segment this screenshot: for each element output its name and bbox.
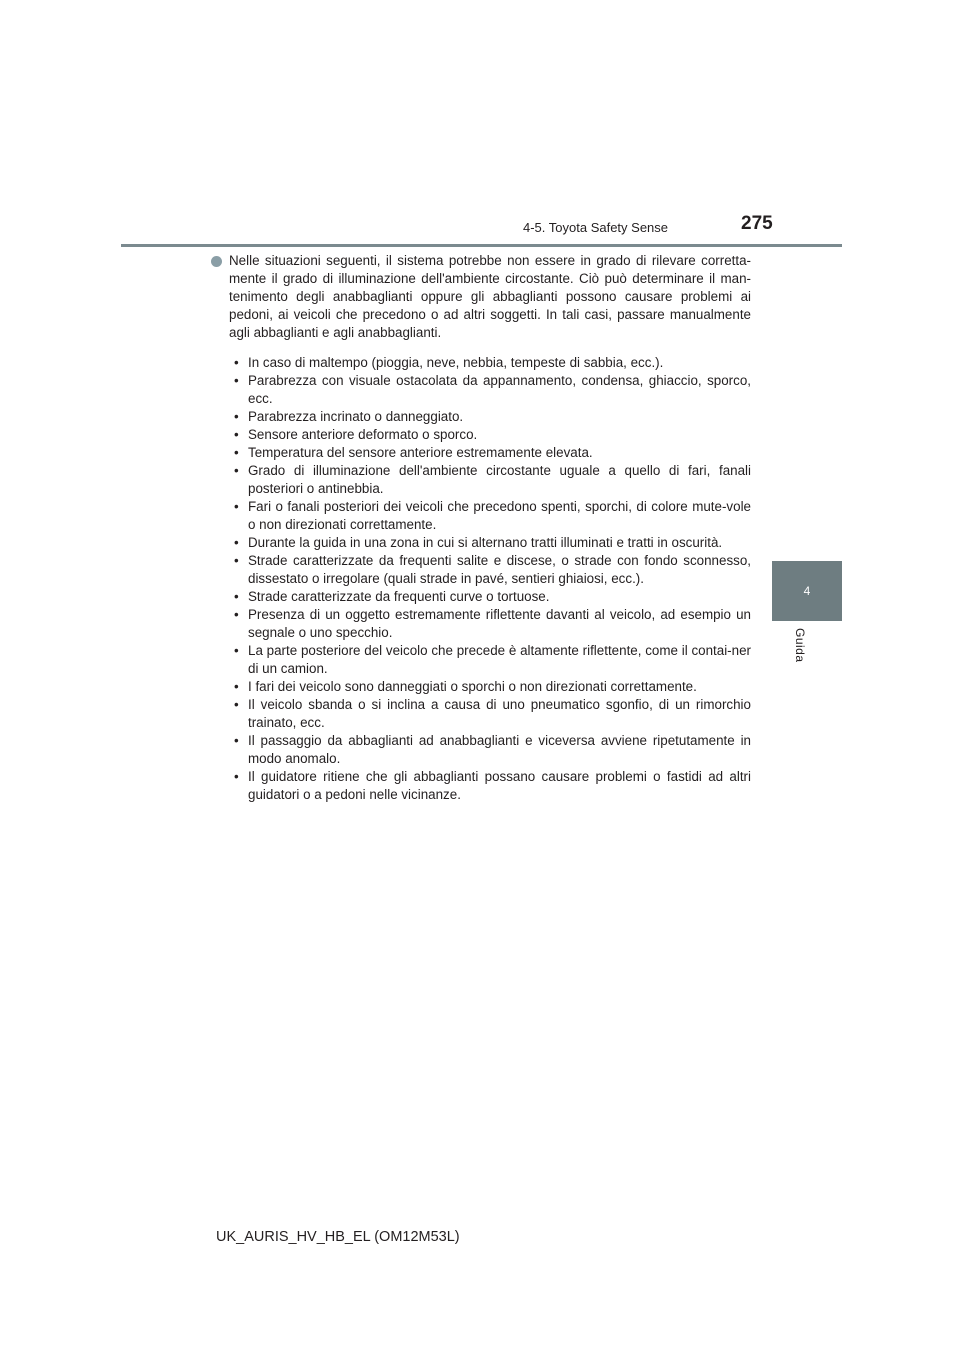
page-content [229, 252, 751, 804]
intro-paragraph [229, 252, 751, 342]
list-item: • Strade caratterizzate da frequenti curve o tortuose. [248, 588, 751, 606]
page-number: 275 [741, 213, 773, 234]
running-header-section: 4-5. Toyota Safety Sense [523, 220, 669, 235]
chapter-label: Guida [793, 628, 807, 663]
footer-document-code: UK_AURIS_HV_HB_EL (OM12M53L) [216, 1229, 460, 1245]
list-item: • I fari dei veicolo sono danneggiati o sporchi o non direzionati correttamente. [248, 678, 751, 696]
header-rule [121, 244, 842, 247]
conditions-list [229, 354, 751, 804]
list-item: • Presenza di un oggetto estremamente riflettente davanti al veicolo, ad esempio un segnale o uno specchio. [248, 606, 751, 642]
list-item: • Parabrezza incrinato o danneggiato. [248, 408, 751, 426]
list-item: • Grado di illuminazione dell'ambiente circostante uguale a quello di fari, fanali posteriori o antinebbia. [248, 462, 751, 498]
list-item: • Temperatura del sensore anteriore estremamente elevata. [248, 444, 751, 462]
list-item: • Durante la guida in una zona in cui si alternano tratti illuminati e tratti in oscurità. [248, 534, 751, 552]
list-item: • Strade caratterizzate da frequenti salite e discese, o strade con fondo sconnesso, dissestato o irregolare (quali strade in pavé, sentieri ghiaiosi, ecc.). [248, 552, 751, 588]
list-item: • Il veicolo sbanda o si inclina a causa di uno pneumatico sgonfio, di un rimorchio trainato, ecc. [248, 696, 751, 732]
circle-bullet-icon [211, 256, 222, 267]
list-item: • Il passaggio da abbaglianti ad anabbaglianti e viceversa avviene ripetutamente in modo anomalo. [248, 732, 751, 768]
list-item: • La parte posteriore del veicolo che precede è altamente riflettente, come il contai-ner di un camion. [248, 642, 751, 678]
list-item: • Il guidatore ritiene che gli abbaglianti possano causare problemi o fastidi ad altri guidatori o a pedoni nelle vicinanze. [248, 768, 751, 804]
chapter-number: 4 [803, 584, 811, 598]
chapter-tab [772, 561, 842, 621]
list-item: • Parabrezza con visuale ostacolata da appannamento, condensa, ghiaccio, sporco, ecc. [248, 372, 751, 408]
list-item: • Fari o fanali posteriori dei veicoli che precedono spenti, sporchi, di colore mute-vole o non direzionati correttamente. [248, 498, 751, 534]
list-item: • Sensore anteriore deformato o sporco. [248, 426, 751, 444]
list-item: • In caso di maltempo (pioggia, neve, nebbia, tempeste di sabbia, ecc.). [248, 354, 751, 372]
intro-text: Nelle situazioni seguenti, il sistema potrebbe non essere in grado di rilevare corretta-mente il grado di illuminazione dell'ambiente circostante. Ciò può determinare il man-tenimento degli anabbaglianti oppure gli abbaglianti possono causare problemi ai pedoni, ai veicoli che precedono o ad altri soggetti. In tali casi, passare manualmente agli abbaglianti e agli anabbaglianti. [229, 253, 751, 340]
